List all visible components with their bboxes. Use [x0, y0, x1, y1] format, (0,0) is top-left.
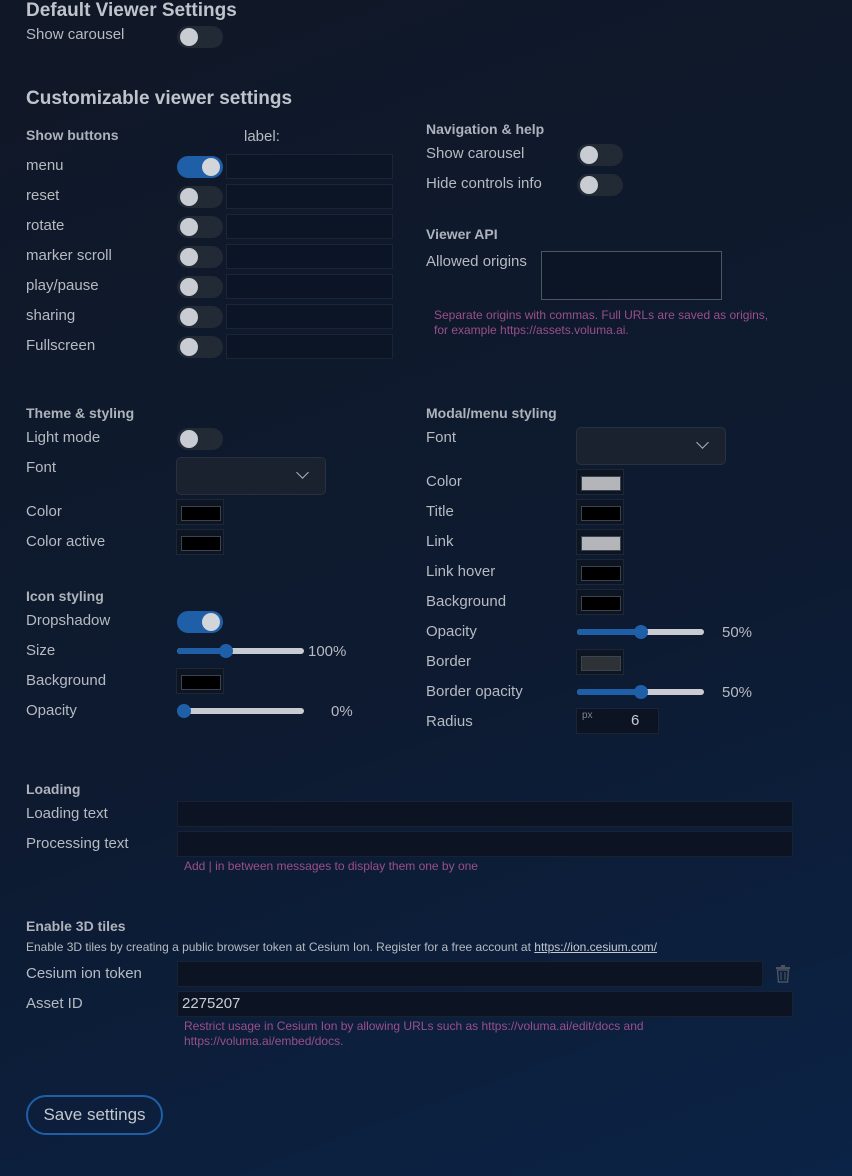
- modal-font-select[interactable]: [576, 427, 726, 465]
- color-fill: [581, 656, 621, 671]
- icon-background-label: Background: [26, 672, 107, 689]
- customizable-title: Customizable viewer settings: [26, 88, 293, 109]
- navigation-heading: Navigation & help: [426, 121, 545, 137]
- icon-background-swatch[interactable]: [176, 668, 224, 694]
- tiles-description: [26, 940, 657, 954]
- nav-show-carousel-toggle[interactable]: [577, 144, 623, 166]
- button-label-marker-scroll: marker scroll: [26, 247, 112, 264]
- rotate-label-input[interactable]: [226, 214, 393, 239]
- modal-border-label: Border: [426, 653, 472, 670]
- button-label-fullscreen: Fullscreen: [26, 337, 96, 354]
- theme-heading: Theme & styling: [26, 405, 135, 421]
- theme-font-label: Font: [26, 459, 57, 476]
- tiles-hint-line1: Restrict usage in Cesium Ion by allowing URLs such as https://voluma.ai/edit/docs and: [184, 1019, 644, 1033]
- fullscreen-toggle[interactable]: [177, 336, 223, 358]
- button-label-reset: reset: [26, 187, 60, 204]
- marker-scroll-label-input[interactable]: [226, 244, 393, 269]
- viewer-api-heading: Viewer API: [426, 226, 498, 242]
- radius-input[interactable]: [576, 708, 659, 734]
- loading-text-input[interactable]: [177, 801, 793, 827]
- icon-size-value: 100%: [308, 643, 347, 660]
- modal-opacity-label: Opacity: [426, 623, 477, 640]
- modal-link-swatch[interactable]: [576, 529, 624, 555]
- icon-opacity-slider[interactable]: [177, 704, 304, 718]
- icon-styling-heading: Icon styling: [26, 588, 104, 604]
- modal-color-label: Color: [426, 473, 462, 490]
- play-pause-toggle[interactable]: [177, 276, 223, 298]
- allowed-origins-textarea[interactable]: [541, 251, 722, 300]
- asset-id-input[interactable]: 2275207: [177, 991, 793, 1017]
- loading-hint: Add | in between messages to display them one by one: [184, 859, 478, 873]
- modal-link-hover-swatch[interactable]: [576, 559, 624, 585]
- menu-toggle[interactable]: [177, 156, 223, 178]
- tiles-hint-line2: https://voluma.ai/embed/docs.: [184, 1034, 344, 1048]
- modal-link-label: Link: [426, 533, 454, 550]
- theme-color-swatch[interactable]: [176, 499, 224, 525]
- icon-opacity-value: 0%: [331, 703, 353, 720]
- save-settings-button[interactable]: Save settings: [26, 1095, 163, 1135]
- cesium-token-input[interactable]: [177, 961, 763, 987]
- button-label-rotate: rotate: [26, 217, 65, 234]
- icon-opacity-label: Opacity: [26, 702, 77, 719]
- modal-font-label: Font: [426, 429, 457, 446]
- icon-size-label: Size: [26, 642, 56, 659]
- loading-heading: Loading: [26, 781, 81, 797]
- label-heading: label:: [244, 128, 280, 145]
- modal-radius-label: Radius: [426, 713, 473, 730]
- theme-color-active-label: Color active: [26, 533, 106, 550]
- modal-border-opacity-label: Border opacity: [426, 683, 523, 700]
- marker-scroll-toggle[interactable]: [177, 246, 223, 268]
- light-mode-label: Light mode: [26, 429, 101, 446]
- menu-label-input[interactable]: [226, 154, 393, 179]
- modal-border-swatch[interactable]: [576, 649, 624, 675]
- cesium-token-label: Cesium ion token: [26, 965, 142, 982]
- modal-background-swatch[interactable]: [576, 589, 624, 615]
- modal-link-hover-label: Link hover: [426, 563, 496, 580]
- tiles-heading: Enable 3D tiles: [26, 918, 126, 934]
- theme-color-label: Color: [26, 503, 62, 520]
- processing-text-label: Processing text: [26, 835, 129, 852]
- nav-show-carousel-label: Show carousel: [426, 145, 525, 162]
- sharing-label-input[interactable]: [226, 304, 393, 329]
- rotate-toggle[interactable]: [177, 216, 223, 238]
- tiles-description-text: Enable 3D tiles by creating a public browser token at Cesium Ion. Register for a free account at: [26, 940, 531, 954]
- color-fill: [181, 536, 221, 551]
- radius-value: 6: [631, 712, 640, 729]
- play-pause-label-input[interactable]: [226, 274, 393, 299]
- light-mode-toggle[interactable]: [177, 428, 223, 450]
- modal-heading: Modal/menu styling: [426, 405, 557, 421]
- modal-border-opacity-slider[interactable]: [577, 685, 704, 699]
- loading-text-label: Loading text: [26, 805, 108, 822]
- button-label-play-pause: play/pause: [26, 277, 99, 294]
- show-buttons-heading: Show buttons: [26, 127, 119, 143]
- color-fill: [581, 476, 621, 491]
- color-fill: [581, 506, 621, 521]
- default-show-carousel-label: Show carousel: [26, 26, 125, 43]
- modal-color-swatch[interactable]: [576, 469, 624, 495]
- button-label-menu: menu: [26, 157, 64, 174]
- modal-opacity-slider[interactable]: [577, 625, 704, 639]
- reset-label-input[interactable]: [226, 184, 393, 209]
- color-fill: [581, 536, 621, 551]
- icon-size-slider[interactable]: [177, 644, 304, 658]
- default-settings-title: Default Viewer Settings: [26, 0, 237, 21]
- modal-background-label: Background: [426, 593, 507, 610]
- allowed-origins-hint: Separate origins with commas. Full URLs are saved as origins, for example https://assets.voluma.ai.: [434, 308, 769, 337]
- theme-color-active-swatch[interactable]: [176, 529, 224, 555]
- dropshadow-label: Dropshadow: [26, 612, 111, 629]
- sharing-toggle[interactable]: [177, 306, 223, 328]
- hide-controls-label: Hide controls info: [426, 175, 542, 192]
- fullscreen-label-input[interactable]: [226, 334, 393, 359]
- asset-id-label: Asset ID: [26, 995, 83, 1012]
- reset-toggle[interactable]: [177, 186, 223, 208]
- modal-title-label: Title: [426, 503, 454, 520]
- allowed-origins-label: Allowed origins: [426, 253, 527, 270]
- color-fill: [581, 566, 621, 581]
- radius-unit: px: [582, 710, 593, 721]
- color-fill: [181, 675, 221, 690]
- default-show-carousel-toggle[interactable]: [177, 26, 223, 48]
- color-fill: [181, 506, 221, 521]
- chevron-down-icon: [296, 466, 309, 479]
- dropshadow-toggle[interactable]: [177, 611, 223, 633]
- chevron-down-icon: [696, 436, 709, 449]
- hide-controls-toggle[interactable]: [577, 174, 623, 196]
- trash-icon[interactable]: [775, 965, 791, 983]
- color-fill: [581, 596, 621, 611]
- theme-font-select[interactable]: [176, 457, 326, 495]
- modal-border-opacity-value: 50%: [722, 684, 753, 701]
- cesium-link[interactable]: https://ion.cesium.com/: [534, 940, 657, 954]
- button-label-sharing: sharing: [26, 307, 76, 324]
- processing-text-input[interactable]: [177, 831, 793, 857]
- modal-opacity-value: 50%: [722, 624, 753, 641]
- modal-title-swatch[interactable]: [576, 499, 624, 525]
